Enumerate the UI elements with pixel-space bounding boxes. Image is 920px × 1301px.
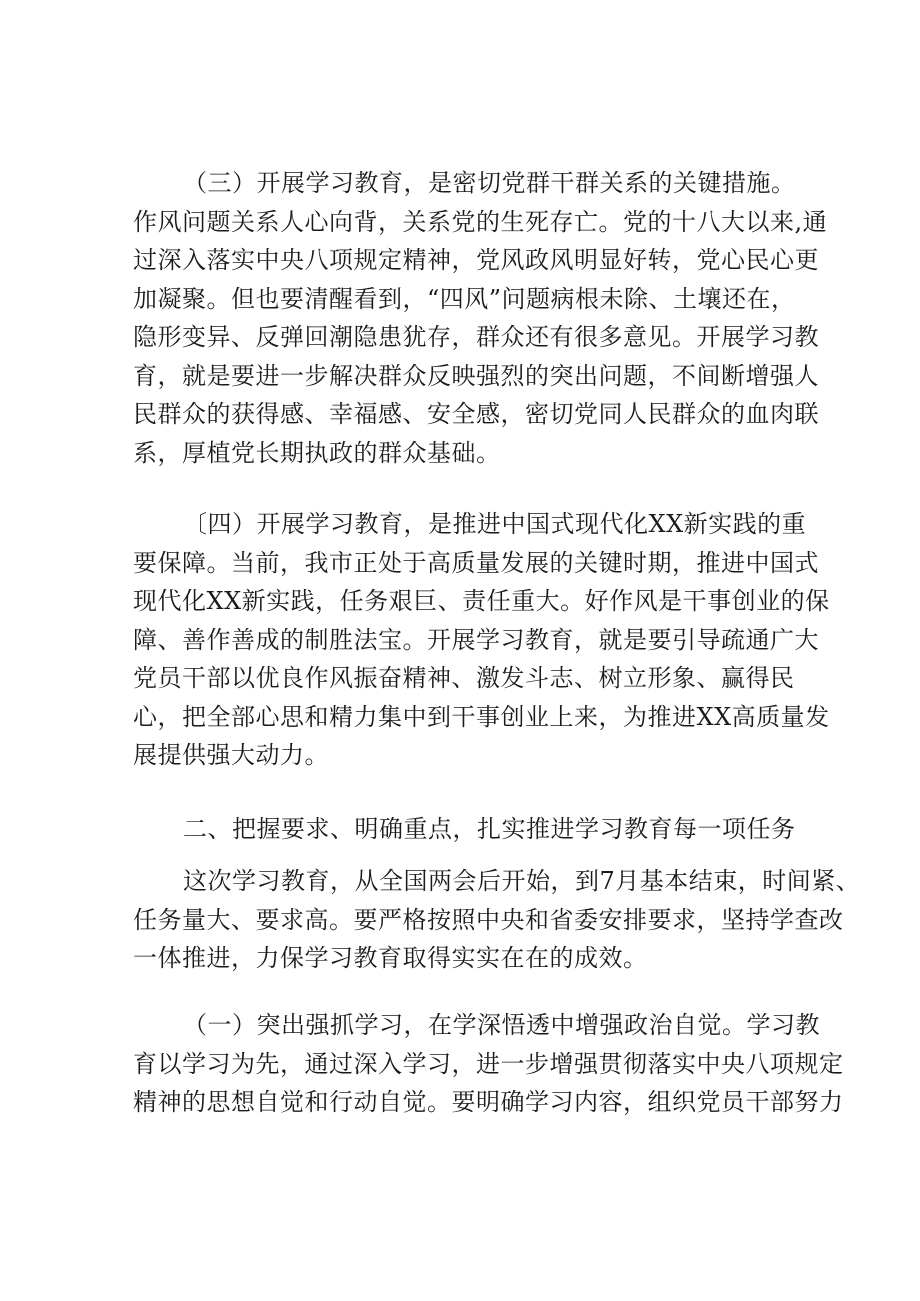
text-line: 育以学习为先，通过深入学习，进一步增强贯彻落实中央八项规定 [133, 1049, 844, 1078]
paragraph-four [133, 505, 830, 775]
text-line: 要保障。当前，我市正处于高质量发展的关键时期，推进中国式 [133, 548, 819, 577]
text-line: 任务量大、要求高。要严格按照中央和省委安排要求，坚持学查改 [133, 905, 844, 934]
text-line: 这次学习教育，从全国两会后开始，到7月基本结束，时间紧、 [183, 867, 861, 895]
text-line: 隐形变异、反弹回潮隐患犹存，群众还有很多意见。开展学习教 [133, 323, 819, 351]
section-two-item-one [133, 1006, 844, 1122]
text-line: （一）突出强抓学习，在学深悟透中增强政治自觉。学习教 [183, 1011, 820, 1039]
text-line: 障、善作善成的制胜法宝。开展学习教育，就是要引导疏通广大 [133, 625, 819, 654]
text-line: 育，就是要进一步解决群众反映强烈的突出问题，不间断增强人 [133, 361, 819, 390]
text-line: 民群众的获得感、幸福感、安全感，密切党同人民群众的血肉联 [133, 400, 819, 428]
section-two-intro [133, 862, 861, 978]
section-two-heading [133, 810, 803, 849]
text-line: 加凝聚。但也要清醒看到，“四风”问题病根未除、土壤还在， [133, 284, 796, 313]
text-line: 精神的思想自觉和行动自觉。要明确学习内容，组织党员干部努力 [133, 1088, 844, 1116]
section-heading: 二、把握要求、明确重点，扎实推进学习教育每一项任务 [183, 815, 796, 843]
text-line: 心，把全部心思和精力集中到干事创业上来，为推进XX高质量发 [133, 702, 830, 731]
text-line: 现代化XX新实践，任务艰巨、责任重大。好作风是干事创业的保 [133, 587, 830, 615]
text-line: 〔四）开展学习教育，是推进中国式现代化XX新实践的重 [183, 510, 807, 538]
text-line: 作风问题关系人心向背，关系党的生死存亡。党的十八大以来,通 [133, 207, 828, 236]
text-line: （三）开展学习教育，是密切党群干群关系的关键措施。 [183, 169, 796, 197]
text-line: 一体推进，力保学习教育取得实实在在的成效。 [133, 944, 648, 972]
text-line: 系，厚植党长期执政的群众基础。 [133, 438, 501, 467]
text-line: 党员干部以优良作风振奋精神、激发斗志、树立形象、赢得民 [133, 664, 795, 692]
paragraph-three [133, 164, 828, 472]
text-line: 展提供强大动力。 [133, 741, 329, 769]
text-line: 过深入落实中央八项规定精神，党风政风明显好转，党心民心更 [133, 246, 819, 274]
